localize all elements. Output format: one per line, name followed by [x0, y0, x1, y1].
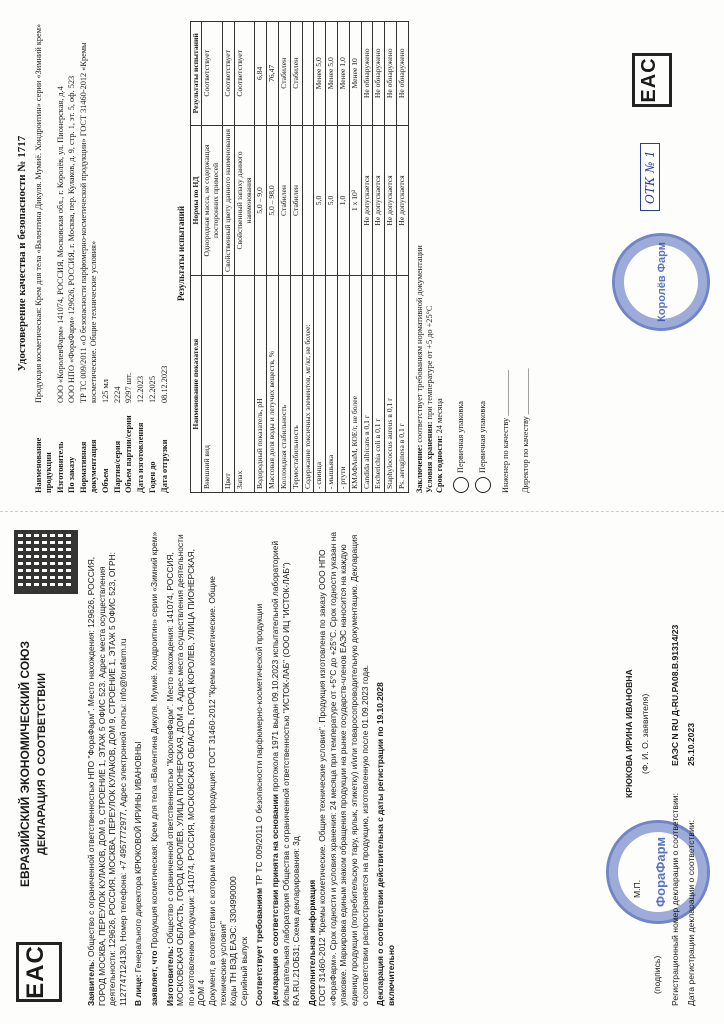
- results-cell-norm: Не допускается: [361, 125, 373, 276]
- conforms-label: Соответствует требованиям: [254, 887, 265, 1006]
- certificate-field-value: 12.2023: [136, 376, 146, 403]
- results-table-row: [385, 22, 397, 493]
- serial-text: Серийный выпуск: [238, 936, 249, 1006]
- extra-text: ГОСТ 31460-2012 "Кремы косметические. Общие технические условия". Продукция изготовлена по заказу ООО НПО «ФораФарм». Срок годности и условия хранения: 24 месяца при температуре от +5°С до +25°С. Срок годности указан на упаковке. Маркировка единым знаком обращения продукции на рынке государств-членов ЕАЭС наносится на каждую единицу продукции (потребительскую тару, ярлык, этикетку) и/или товаросопроводительную документацию. Декларация о соответствии распространяется на продукцию, изготовленную после 01.09.2023 года.: [317, 531, 370, 1006]
- results-table-row: [396, 22, 408, 493]
- storage-text: при температуре от +5 до +25°С: [424, 305, 434, 420]
- packer1-text: Первичная упаковка: [456, 401, 466, 473]
- results-table-row: [326, 22, 338, 493]
- results-cell-result: Стабилен: [290, 22, 302, 126]
- results-table: [190, 21, 409, 493]
- results-table-row: [337, 22, 349, 493]
- results-table-row: [278, 22, 290, 493]
- results-table-row: [234, 22, 255, 493]
- results-cell-indicator: - ртути: [337, 276, 349, 493]
- certificate-field-value: ООО «КоролевФарм» 141074, РОССИЯ, Московская обл., г. Королёв, ул. Пионерская, д.4: [55, 86, 65, 403]
- storage-label: Условия хранения:: [424, 421, 434, 493]
- results-cell-indicator: Содержание токсичных элементов, мг/кг, не более:: [302, 276, 314, 493]
- results-cell-result: Не обнаружено: [396, 22, 408, 126]
- results-cell-indicator: Candida albicans в 0,1 г: [361, 276, 373, 493]
- reg-number-label: Регистрационный номер декларации о соответствии:: [670, 793, 680, 1006]
- declares-paragraph: [149, 530, 160, 1006]
- results-cell-result: Менее 5,0: [326, 22, 338, 126]
- results-cell-indicator: КМАФАнМ, КОЕ/г, не более: [349, 276, 361, 493]
- certificate-field-value: Продукция косметическая: Крем для тела «Валентина Дикуля. Мумиё. Хондроитин» серии «Зимний крем»: [34, 23, 43, 403]
- manufacturer-paragraph: [165, 530, 250, 1006]
- shelf-text: 24 месяца: [435, 398, 445, 434]
- mp-label: М.П.: [632, 879, 642, 898]
- declaration-body: [86, 530, 401, 1006]
- basis-paragraph: [270, 530, 302, 1006]
- certificate-field-value: ТР ТС 009/2011 «О безопасности парфюмерно-косметической продукции» ГОСТ 31460-2012 «Кремы косметические. Общие технические условия»: [79, 42, 98, 403]
- certificate-field-row: [56, 14, 66, 493]
- certificate-field-value: 2224: [112, 386, 122, 403]
- recycle-icon: [475, 477, 491, 493]
- extra-label: Дополнительная информация: [306, 879, 317, 1006]
- packer2-text: Первичная упаковка: [478, 401, 488, 473]
- results-cell-norm: Однородная масса, не содержащая посторонних примесей: [202, 125, 223, 276]
- results-cell-norm: [302, 125, 314, 276]
- certificate-field-value: 125 мл: [100, 379, 110, 403]
- extra-paragraph: [307, 530, 371, 1006]
- validity-date: 19.10.2028: [375, 682, 386, 725]
- results-table-row: [349, 22, 361, 493]
- results-cell-result: Менее 1,0: [337, 22, 349, 126]
- director-text: Директор по качеству: [521, 416, 531, 493]
- signer-name: КРЮКОВА ИРИНА ИВАНОВНА: [624, 669, 634, 798]
- results-cell-norm: 5,0 – 98,0: [267, 125, 279, 276]
- results-cell-norm: 1,0: [337, 125, 349, 276]
- results-cell-result: 76,47: [267, 22, 279, 126]
- signer-note: (Ф. И. О. заявителя): [640, 693, 650, 774]
- person-text: Генерального директора КРЮКОВОЙ ИРИНЫ ИВАНОВНЫ: [133, 741, 144, 973]
- certificate-company-stamp: [612, 233, 710, 331]
- manufacturer-label: Изготовитель:: [164, 946, 175, 1006]
- applicant-label: Заявитель: [86, 961, 96, 1006]
- results-cell-result: Соответствует: [222, 22, 234, 126]
- results-header-results: Результаты испытаний: [190, 22, 202, 126]
- results-cell-result: Не обнаружено: [361, 22, 373, 126]
- results-cell-norm: Стабилен: [278, 125, 290, 276]
- results-header-indicator: Наименование показателя: [190, 276, 202, 493]
- results-header-row: [190, 22, 202, 493]
- basis-label: Декларация о соответствии принята на основании: [269, 794, 280, 1006]
- qr-code-icon: [14, 530, 78, 594]
- recycle-icon: [453, 477, 469, 493]
- results-table-row: [267, 22, 279, 493]
- results-cell-norm: 1 х 10³: [349, 125, 361, 276]
- results-table-row: [290, 22, 302, 493]
- certificate-field-row: [113, 14, 123, 493]
- declaration-panel: [0, 512, 724, 1024]
- codes-text: Коды ТН ВЭД ЕАЭС: 3304990000: [228, 876, 239, 1006]
- results-table-body: [202, 22, 408, 493]
- certificate-field-key: Объем партии/серии: [124, 415, 134, 493]
- conforms-paragraph: [254, 530, 265, 1006]
- results-cell-indicator: Массовая доля воды и летучих веществ, %: [267, 276, 279, 493]
- results-table-row: [202, 22, 223, 493]
- packaging-marks: [453, 14, 531, 493]
- applicant-paragraph: Заявитель: Общество с ограниченной ответственностью НПО "ФораФарм". Место нахождения: 129626, РОССИЯ, ГОРОД МОСКВА, ПЕРЕУЛОК КУЛАКОВ, ДОМ 9, СТРОЕНИЕ 1, ЭТАЖ 5 ОФИС 523. Адрес места осуществления деятельности: 129626, РОССИЯ, МОСКВА, ПЕРЕУЛОК КУЛАКОВ, ДОМ 9, СТРОЕНИЕ 1, ЭТАЖ 5 ОФИС 523, ОГРН: 1127747124130, Номер телефона: +7 4957772977, Адрес электронной почты: info@forafarm.ru: [86, 552, 128, 1006]
- declares-label: заявляет, что: [148, 950, 159, 1006]
- results-cell-result: Менее 5,0: [314, 22, 326, 126]
- certificate-field-value: 12.2025: [147, 376, 157, 403]
- document-text: Документ, в соответствии с которым изготовлена продукция: ГОСТ 31460-2012 "Кремы косметические. Общие технические условия": [206, 576, 228, 1006]
- results-cell-result: [302, 22, 314, 126]
- certificate-field-key: Годен до: [147, 461, 157, 493]
- certificate-stamp-text: Королёв Фарм: [656, 242, 669, 322]
- results-cell-indicator: Водородный показатель, pH: [255, 276, 267, 493]
- results-cell-norm: Стабилен: [290, 125, 302, 276]
- results-table-row: [361, 22, 373, 493]
- declaration-title: ДЕКЛАРАЦИЯ О СООТВЕТСТВИИ: [36, 672, 48, 856]
- results-cell-result: Стабилен: [278, 22, 290, 126]
- certificate-fields: [34, 14, 170, 493]
- results-cell-indicator: Внешний вид: [202, 276, 223, 493]
- certificate-conclusion: [415, 14, 446, 493]
- certificate-title: Удостоверение качества и безопасности № 1717: [16, 135, 28, 372]
- certificate-field-value: ООО НПО «ФораФарм» 129626, РОССИЯ, г. Москва, пер. Кулаков, д. 9, стр. 1, эт. 5, оф. 523: [67, 75, 77, 403]
- certificate-field-row: [79, 14, 99, 493]
- results-header-norms: Нормы по НД: [190, 125, 202, 276]
- results-cell-norm: Не допускается: [373, 125, 385, 276]
- shelf-label: Срок годности:: [435, 435, 445, 493]
- basis-text: протокола 1971 выдан 09.10.2023 испытательной лабораторией Испытательная лаборатория Общества с ограниченной ответственностью "ИСТОК-ЛАБ" (ООО ИЦ "ИСТОК-ЛАБ") RA.RU.21ОБ31; Схема декларирования: 3д: [269, 540, 302, 1006]
- director-line: Директор по качеству ___________: [521, 368, 531, 493]
- certificate-field-row: [136, 14, 146, 493]
- validity-label: Декларация о соответствии действительна с даты регистрации по: [375, 726, 386, 1006]
- conforms-text: ТР ТС 009/2011 О безопасности парфюмерно-косметической продукции: [254, 603, 265, 886]
- certificate-field-key: Дата отгрузки: [159, 439, 169, 493]
- certificate-field-row: [101, 14, 111, 493]
- person-paragraph: [133, 530, 144, 1006]
- results-table-row: [222, 22, 234, 493]
- results-cell-result: 6,84: [255, 22, 267, 126]
- results-cell-indicator: - мышьяка: [326, 276, 338, 493]
- validity-paragraph: [375, 530, 396, 1006]
- certificate-field-key: Объем: [100, 468, 110, 493]
- engineer-text: Инженер по качеству: [501, 417, 511, 493]
- results-cell-indicator: Коллоидная стабильность: [278, 276, 290, 493]
- certificate-field-row: [34, 14, 54, 493]
- results-cell-result: Соответствует: [234, 22, 255, 126]
- results-table-row: [373, 22, 385, 493]
- results-cell-indicator: Ps. aeruginosa в 0,1 г: [396, 276, 408, 493]
- manufacturer-text: Общество с ограниченной ответственностью "КоролевФарм". Место нахождения: 141074, РОССИЯ, МОСКОВСКАЯ ОБЛАСТЬ, ГОРОД КОРОЛЁВ, УЛИЦА ПИОНЕРСКАЯ, ДОМ 4. Адрес места осуществления деятельности по изготовлению продукции: 141074, РОССИЯ, МОСКОВСКАЯ ОБЛАСТЬ, ГОРОД КОРОЛЕВ, УЛИЦА ПИОНЕРСКАЯ, ДОМ 4: [164, 534, 207, 1006]
- declaration-union-title: ЕВРАЗИЙСКИЙ ЭКОНОМИЧЕСКИЙ СОЮЗ: [18, 640, 32, 888]
- sign-label: (подпись): [652, 955, 662, 994]
- results-cell-norm: Не допускается: [396, 125, 408, 276]
- declaration-stamp-text: ФораФарм: [653, 837, 669, 907]
- certificate-eac-logo: EAC: [632, 53, 672, 107]
- reg-number: ЕАЭС N RU Д-RU.PA08.В.91314/23: [670, 624, 680, 766]
- certificate-field-row: [148, 14, 158, 493]
- results-table-row: [302, 22, 314, 493]
- certificate-field-value: 08.12.2023: [159, 365, 169, 403]
- certificate-field-key: Изготовитель: [55, 441, 65, 493]
- results-title: Результаты испытаний: [175, 205, 186, 302]
- certificate-field-key: Партия/серия: [112, 440, 122, 493]
- applicant-text: Общество с ограниченной ответственностью НПО "ФораФарм". Место нахождения: 129626, РОССИЯ, ГОРОД МОСКВА, ПЕРЕУЛОК КУЛАКОВ, ДОМ 9, СТРОЕНИЕ 1, ЭТАЖ 5 ОФИС 523. Адрес места осуществления деятельности: 129626, РОССИЯ, МОСКВА, ПЕРЕУЛОК КУЛАКОВ, ДОМ 9, СТРОЕНИЕ 1, ЭТАЖ 5 ОФИС 523, ОГРН: 1127747124130, Номер телефона: +7 4957772977, Адрес электронной почты: info@forafarm.ru: [86, 552, 128, 1006]
- otk-mark: ОТК № 1: [640, 143, 660, 211]
- certificate-field-key: Дата изготовления: [136, 422, 146, 493]
- results-cell-norm: Не допускается: [385, 125, 397, 276]
- results-cell-indicator: Цвет: [222, 276, 234, 493]
- certificate-field-key: Нормативная документация: [79, 439, 98, 493]
- results-table-row: [314, 22, 326, 493]
- certificate-field-row: [160, 14, 170, 493]
- validity-suffix: включительно: [385, 944, 396, 1006]
- eac-logo: EAC: [16, 942, 62, 1002]
- results-cell-indicator: Термостабильность: [290, 276, 302, 493]
- declares-text: Продукция косметическая: Крем для тела «Валентина Дикуля. Мумиё. Хондроитин» серии «Зимний крем»: [148, 531, 159, 949]
- results-cell-norm: Свойственный запаху данного наименования: [234, 125, 255, 276]
- results-cell-norm: Свойственный цвету данного наименования: [222, 125, 234, 276]
- certificate-field-key: По заказу: [67, 456, 77, 493]
- results-cell-norm: 5,0: [326, 125, 338, 276]
- conclusion-text: соответствует требованиям нормативной документации: [414, 245, 424, 443]
- results-table-row: [255, 22, 267, 493]
- results-cell-norm: 5,0: [314, 125, 326, 276]
- results-cell-indicator: Staphylococcus aureus в 0,1 г: [385, 276, 397, 493]
- certificate-field-row: [124, 14, 134, 493]
- certificate-field-value: 9297 шт.: [124, 372, 134, 403]
- results-cell-result: Соответствует: [202, 22, 223, 126]
- results-cell-indicator: - свинца: [314, 276, 326, 493]
- results-cell-norm: 5,0 – 9,0: [255, 125, 267, 276]
- reg-date: 25.10.2023: [686, 722, 696, 766]
- conclusion-label: Заключение:: [414, 444, 424, 493]
- results-cell-indicator: Запах: [234, 276, 255, 493]
- certificate-field-row: [67, 14, 77, 493]
- reg-date-label: Дата регистрации декларации о соответствии:: [686, 820, 696, 1006]
- certificate-field-key: Наименование продукции: [34, 437, 53, 493]
- results-cell-indicator: Escherichia coli в 0,1 г: [373, 276, 385, 493]
- results-cell-result: Не обнаружено: [385, 22, 397, 126]
- packer-line-1: [453, 14, 469, 493]
- results-cell-result: Не обнаружено: [373, 22, 385, 126]
- packer-line-2: [475, 14, 491, 493]
- results-cell-result: Менее 10: [349, 22, 361, 126]
- person-label: В лице:: [133, 974, 144, 1006]
- engineer-line: Инженер по качеству ___________: [501, 370, 511, 493]
